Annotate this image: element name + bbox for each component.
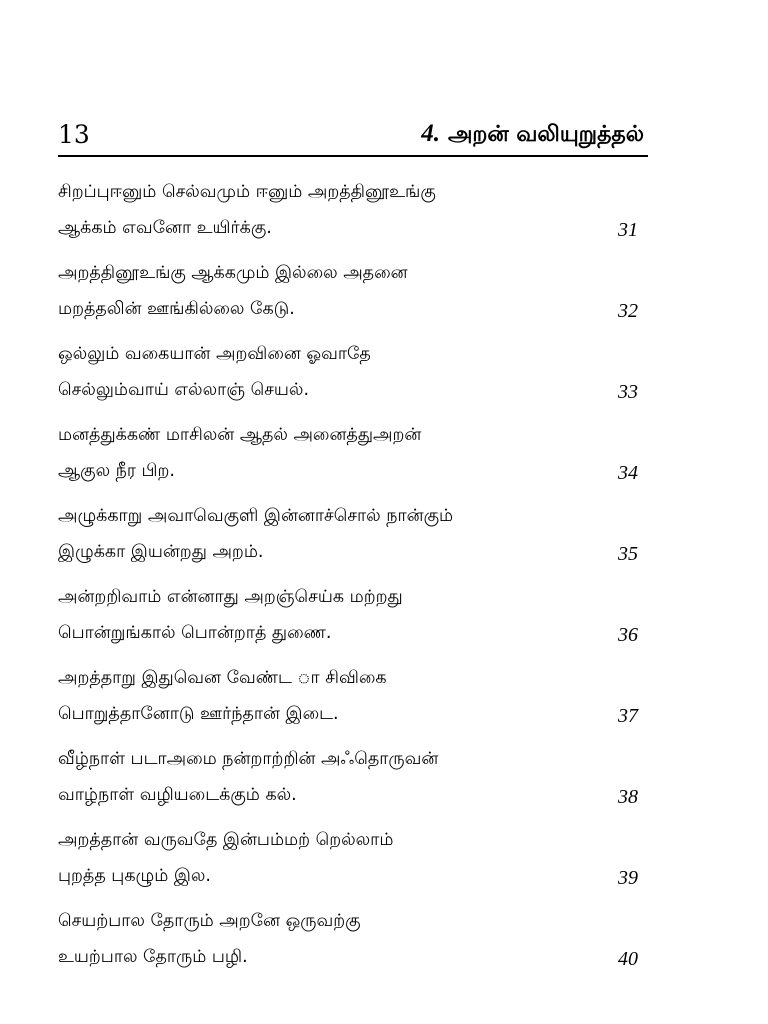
verse — [58, 743, 648, 824]
verse-number: 38 — [618, 786, 638, 808]
chapter-number: 4. — [421, 120, 440, 147]
verse-line-1: வீழ்நாள் படாஅமை நன்றாற்றின் அஃதொருவன் — [58, 749, 439, 769]
verse-list — [58, 176, 648, 986]
verse-line-2: வாழ்நாள் வழியடைக்கும் கல். — [58, 785, 297, 805]
verse-number: 37 — [618, 705, 638, 727]
verse-line-1: மனத்துக்கண் மாசிலன் ஆதல் அனைத்துஅறன் — [58, 425, 422, 445]
verse-line-1: ஒல்லும் வகையான் அறவினை ஓவாதே — [58, 344, 371, 364]
verse — [58, 419, 648, 500]
verse-number: 35 — [618, 543, 638, 565]
verse — [58, 176, 648, 257]
verse-line-2: உயற்பால தோரும் பழி. — [58, 947, 248, 967]
verse — [58, 338, 648, 419]
verse — [58, 257, 648, 338]
verse-line-1: அறத்தாறு இதுவென வேண்ட ா சிவிகை — [58, 668, 387, 688]
verse — [58, 824, 648, 905]
verse-line-2: பொறுத்தானோடு ஊர்ந்தான் இடை. — [58, 704, 339, 724]
verse-number: 33 — [618, 381, 638, 403]
verse-number: 31 — [618, 219, 638, 241]
verse-line-2: ஆக்கம் எவனோ உயிர்க்கு. — [58, 218, 272, 238]
verse-line-1: அறத்தினூஉங்கு ஆக்கமும் இல்லை அதனை — [58, 263, 408, 283]
verse-line-1: செயற்பால தோரும் அறனே ஒருவற்கு — [58, 911, 361, 931]
verse-line-1: சிறப்புஈனும் செல்வமும் ஈனும் அறத்தினூஉங்கு — [58, 182, 436, 202]
verse — [58, 662, 648, 743]
verse-line-2: புறத்த புகழும் இல. — [58, 866, 211, 886]
verse — [58, 581, 648, 662]
verse-number: 39 — [618, 867, 638, 889]
verse-line-2: இழுக்கா இயன்றது அறம். — [58, 542, 264, 562]
page-header — [58, 118, 648, 154]
page-number: 13 — [58, 120, 90, 149]
verse-number: 36 — [618, 624, 638, 646]
verse-line-1: அழுக்காறு அவாவெகுளி இன்னாச்சொல் நான்கும் — [58, 506, 454, 526]
verse — [58, 500, 648, 581]
verse-line-2: செல்லும்வாய் எல்லாஞ் செயல். — [58, 380, 310, 400]
verse — [58, 905, 648, 986]
verse-line-1: அறத்தான் வருவதே இன்பம்மற் றெல்லாம் — [58, 830, 394, 850]
verse-line-2: பொன்றுங்கால் பொன்றாத் துணை. — [58, 623, 332, 643]
verse-line-2: ஆகுல நீர பிற. — [58, 461, 175, 481]
verse-number: 34 — [618, 462, 638, 484]
verse-number: 32 — [618, 300, 638, 322]
verse-line-1: அன்றறிவாம் என்னாது அறஞ்செய்க மற்றது — [58, 587, 403, 607]
chapter-title — [421, 118, 644, 151]
verse-line-2: மறத்தலின் ஊங்கில்லை கேடு. — [58, 299, 295, 319]
chapter-title-text: அறன் வலியுறுத்தல் — [447, 122, 644, 147]
verse-number: 40 — [618, 948, 638, 970]
header-rule — [58, 155, 648, 157]
